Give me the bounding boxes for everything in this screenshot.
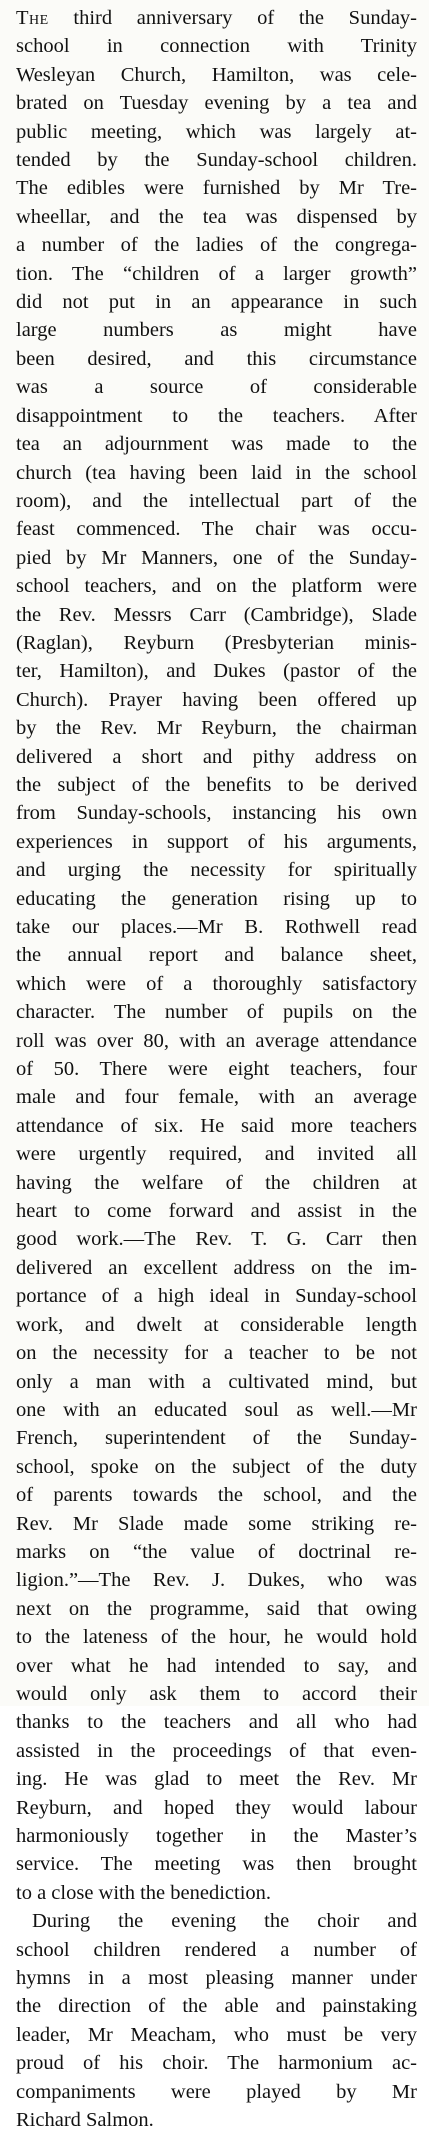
text-line: school children rendered a number of <box>16 1938 417 1961</box>
text-line: delivered a short and pithy address on <box>16 745 417 768</box>
text-line: attendance of six. He said more teachers <box>16 1114 417 1137</box>
text-line: experiences in support of his arguments, <box>16 830 417 853</box>
text-line: educating the generation rising up to <box>16 887 417 910</box>
lead-in-word: The <box>16 7 49 29</box>
text-line: ing. He was glad to meet the Rev. Mr <box>16 1768 417 1791</box>
text-line: and urging the necessity for spiritually <box>16 859 417 882</box>
text-line: feast commenced. The chair was occu- <box>16 518 417 541</box>
text-line: male and four female, with an average <box>16 1086 417 1109</box>
text-line: school teachers, and on the platform were <box>16 575 417 598</box>
text-line: over what he had intended to say, and <box>16 1654 417 1677</box>
text-line: room), and the intellectual part of the <box>16 489 417 512</box>
text-line: public meeting, which was largely at- <box>16 120 417 143</box>
text-line: was a source of considerable <box>16 376 417 399</box>
text-line: Reyburn, and hoped they would labour <box>16 1796 417 1819</box>
text-line: been desired, and this circumstance <box>16 347 417 370</box>
text-line: pied by Mr Manners, one of the Sunday- <box>16 546 417 569</box>
text-line <box>16 4 417 32</box>
text-line: service. The meeting was then brought <box>16 1853 417 1876</box>
text-line: brated on Tuesday evening by a tea and <box>16 92 417 115</box>
text-line: from Sunday-schools, instancing his own <box>16 802 417 825</box>
text-line: Rev. Mr Slade made some striking re- <box>16 1512 417 1535</box>
text-line: hymns in a most pleasing manner under <box>16 1967 417 1990</box>
paragraph-main <box>16 4 417 1907</box>
text-line: a number of the ladies of the congrega- <box>16 234 417 257</box>
text-line: school, spoke on the subject of the duty <box>16 1455 417 1478</box>
text-line: roll was over 80, with an average attendance <box>16 1029 417 1052</box>
text-line: take our places.—Mr B. Rothwell read <box>16 916 417 938</box>
text-line: school in connection with Trinity <box>16 35 417 58</box>
text-line: to the lateness of the hour, he would hold <box>16 1626 417 1649</box>
text-line: only a man with a cultivated mind, but <box>16 1370 417 1393</box>
text-line: to a close with the benediction. <box>16 1881 272 1904</box>
text-line: good work.—The Rev. T. G. Carr then <box>16 1228 417 1251</box>
text-line-rest: third anniversary of the Sunday- <box>48 7 417 29</box>
text-line: the Rev. Messrs Carr (Cambridge), Slade <box>16 603 417 626</box>
text-line: During the evening the choir and <box>32 1910 417 1933</box>
text-line: assisted in the proceedings of that even- <box>16 1739 417 1762</box>
text-line: next on the programme, said that owing <box>16 1597 417 1620</box>
text-line: the direction of the able and painstaking <box>16 1995 417 2018</box>
text-line: delivered an excellent address on the im- <box>16 1256 417 1279</box>
text-line: church (tea having been laid in the school <box>16 461 417 484</box>
text-line: leader, Mr Meacham, who must be very <box>16 2023 417 2046</box>
text-line: of parents towards the school, and the <box>16 1484 417 1507</box>
text-line: the subject of the benefits to be derived <box>16 773 417 796</box>
text-line: tended by the Sunday-school children. <box>16 149 417 172</box>
text-line: tea an adjournment was made to the <box>16 433 417 456</box>
text-line: one with an educated soul as well.—Mr <box>16 1398 417 1421</box>
text-line: The edibles were furnished by Mr Tre- <box>16 177 417 200</box>
text-line: large numbers as might have <box>16 319 417 342</box>
text-line: marks on “the value of doctrinal re- <box>16 1540 417 1563</box>
text-line: tion. The “children of a larger growth” <box>16 262 417 285</box>
article-body <box>16 4 417 2134</box>
text-line: proud of his choir. The harmonium ac- <box>16 2052 417 2075</box>
text-line: Richard Salmon. <box>16 2109 154 2132</box>
text-line: work, and dwelt at considerable length <box>16 1313 417 1336</box>
paragraph-choir <box>16 1907 417 2134</box>
text-line: did not put in an appearance in such <box>16 291 417 314</box>
text-line: on the necessity for a teacher to be not <box>16 1342 417 1365</box>
text-line: by the Rev. Mr Reyburn, the chairman <box>16 717 417 740</box>
text-line: disappointment to the teachers. After <box>16 404 417 427</box>
text-line: wheellar, and the tea was dispensed by <box>16 205 417 228</box>
text-line: the annual report and balance sheet, <box>16 944 417 967</box>
text-line: would only ask them to accord their <box>16 1682 417 1705</box>
text-line: having the welfare of the children at <box>16 1171 417 1194</box>
text-line: ter, Hamilton), and Dukes (pastor of the <box>16 660 417 683</box>
text-line: ligion.”—The Rev. J. Dukes, who was <box>16 1569 417 1592</box>
text-line: which were of a thoroughly satisfactory <box>16 972 417 995</box>
text-line: were urgently required, and invited all <box>16 1143 417 1166</box>
text-line: Wesleyan Church, Hamilton, was cele- <box>16 63 417 86</box>
text-line: harmoniously together in the Master’s <box>16 1825 417 1847</box>
text-line: Church). Prayer having been offered up <box>16 688 417 711</box>
text-line: thanks to the teachers and all who had <box>16 1711 417 1734</box>
text-line: heart to come forward and assist in the <box>16 1200 417 1223</box>
text-line: (Raglan), Reyburn (Presbyterian minis- <box>16 631 417 654</box>
text-line: French, superintendent of the Sunday- <box>16 1427 417 1450</box>
text-line: of 50. There were eight teachers, four <box>16 1058 417 1081</box>
text-line: character. The number of pupils on the <box>16 1001 417 1024</box>
text-line: companiments were played by Mr <box>16 2080 417 2103</box>
text-line: portance of a high ideal in Sunday-school <box>16 1285 417 1308</box>
